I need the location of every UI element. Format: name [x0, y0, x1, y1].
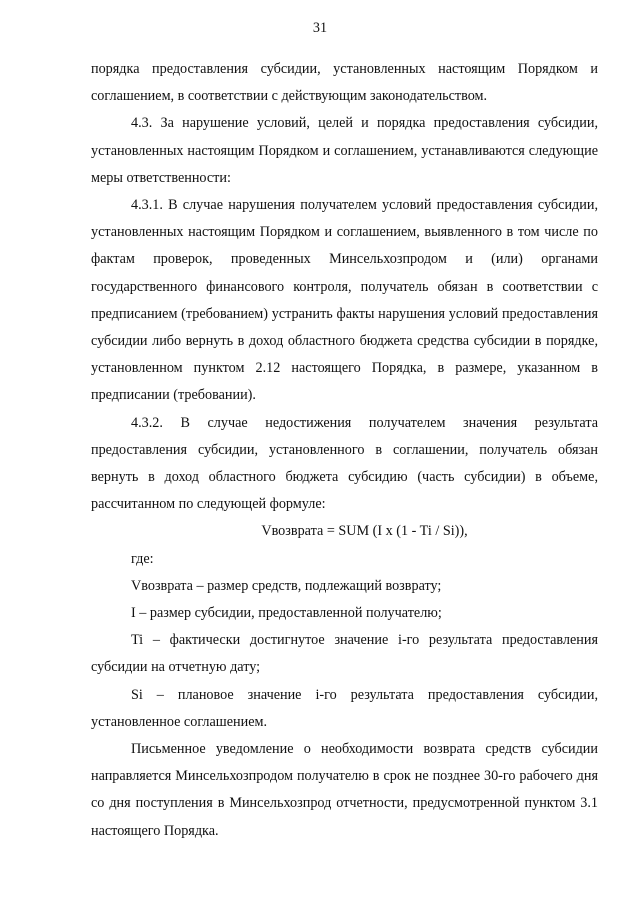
definition-v: Vвозврата – размер средств, подлежащий возврату;	[131, 577, 442, 594]
page-number: 31	[312, 20, 328, 36]
paragraph-4-3: 4.3. За нарушение условий, целей и порядка предоставления субсидии, установленных настоящим Порядком и соглашением, устанавливаются следующие меры ответственности:	[91, 115, 598, 186]
formula-where: где:	[131, 550, 154, 567]
paragraph-4-3-2: 4.3.2. В случае недостижения получателем значения результата предоставления субсидии, установленного в соглашении, получатель обязан вернуть в доход областного бюджета субсидию (часть субсидии) в объеме, рассчитанном по следующей формуле:	[91, 414, 598, 513]
paragraph-4-3-1: 4.3.1. В случае нарушения получателем условий предоставления субсидии, установленных настоящим Порядком и соглашением, выявленного в том числе по фактам проверок, проведенных Минсельхозпродом и (или) органами государственного финансового контроля, получатель обязан в соответствии с предписанием (требованием) устранить факты нарушения условий предоставления субсидии либо вернуть в доход областного бюджета средства субсидии в порядке, установленном пунктом 2.12 настоящего Порядка, в размере, указанном в предписании (требовании).	[91, 197, 598, 404]
document-body	[91, 56, 598, 845]
definition-si: Si – плановое значение i-го результата предоставления субсидии, установленное соглашением.	[91, 686, 598, 730]
definition-ti: Ti – фактически достигнутое значение i-го результата предоставления субсидии на отчетную дату;	[91, 632, 598, 676]
paragraph-continuation: порядка предоставления субсидии, установленных настоящим Порядком и соглашением, в соответствии с действующим законодательством.	[91, 61, 598, 105]
definition-i: I – размер субсидии, предоставленной получателю;	[131, 605, 442, 622]
paragraph-notification: Письменное уведомление о необходимости возврата средств субсидии направляется Минсельхозпродом получателю в срок не позднее 30-го рабочего дня со дня поступления в Минсельхозпрод отчетности, предусмотренной пунктом 3.1 настоящего Порядка.	[91, 741, 598, 839]
formula: Vвозврата = SUM (I x (1 - Ti / Si)),	[261, 523, 468, 540]
